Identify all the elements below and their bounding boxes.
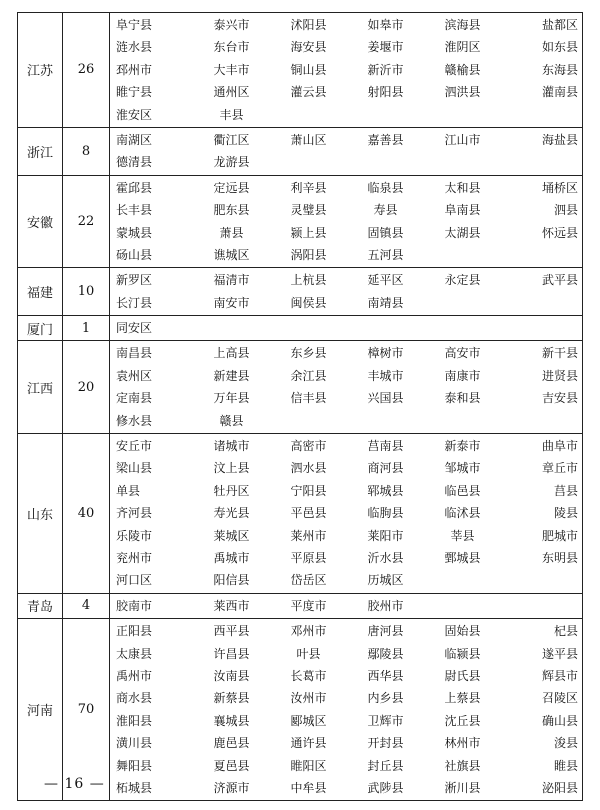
county-name: 太湖县 xyxy=(444,225,481,240)
county-name: 新罗区 xyxy=(116,273,153,288)
province-name: 福建 xyxy=(18,268,63,316)
county-name: 衢江区 xyxy=(213,132,250,147)
county-name: 闽侯县 xyxy=(290,295,327,310)
county-list xyxy=(110,593,583,618)
county-name: 龙游县 xyxy=(213,155,250,170)
county-name: 河口区 xyxy=(116,573,153,588)
county-name: 上高县 xyxy=(213,346,250,361)
county-grid xyxy=(110,619,582,800)
province-name: 厦门 xyxy=(18,316,63,341)
county-name: 西平县 xyxy=(213,624,250,639)
county-name: 永定县 xyxy=(444,273,481,288)
county-grid xyxy=(110,13,582,127)
county-list xyxy=(110,127,583,175)
county-name: 鄄城县 xyxy=(444,550,481,565)
county-name: 同安区 xyxy=(116,321,153,336)
county-name: 夏邑县 xyxy=(213,758,250,773)
county-name: 莱城区 xyxy=(213,528,250,543)
county-name: 长汀县 xyxy=(116,295,153,310)
county-name: 邹城市 xyxy=(444,461,481,476)
county-name: 莘县 xyxy=(450,528,475,543)
county-name: 怀远县 xyxy=(541,225,578,240)
province-name: 青岛 xyxy=(18,593,63,618)
county-name: 上杭县 xyxy=(290,273,327,288)
county-list xyxy=(110,434,583,594)
county-name: 定远县 xyxy=(213,180,250,195)
county-name: 睢县 xyxy=(553,758,578,773)
county-name: 西华县 xyxy=(367,668,404,683)
province-name: 江西 xyxy=(18,341,63,434)
county-name: 沈丘县 xyxy=(444,713,481,728)
county-name: 吉安县 xyxy=(541,391,578,406)
county-name: 延平区 xyxy=(367,273,404,288)
county-name: 宁阳县 xyxy=(290,483,327,498)
county-count: 8 xyxy=(63,127,110,175)
county-name: 上蔡县 xyxy=(444,691,481,706)
province-row xyxy=(18,434,583,594)
county-name: 泗县 xyxy=(553,203,578,218)
county-name: 颍上县 xyxy=(290,225,327,240)
county-name: 乐陵市 xyxy=(116,528,153,543)
county-name: 确山县 xyxy=(541,713,578,728)
county-list xyxy=(110,13,583,128)
county-name: 高密市 xyxy=(290,439,327,454)
county-name: 莒南县 xyxy=(367,439,404,454)
county-name: 南靖县 xyxy=(367,295,404,310)
county-name: 柘城县 xyxy=(116,780,153,795)
county-count: 22 xyxy=(63,175,110,268)
province-name: 山东 xyxy=(18,434,63,594)
county-name: 唐河县 xyxy=(367,624,404,639)
county-name: 肥东县 xyxy=(213,203,250,218)
province-name: 安徽 xyxy=(18,175,63,268)
county-name: 谯城区 xyxy=(213,247,250,262)
county-name: 临朐县 xyxy=(367,506,404,521)
county-name: 禹州市 xyxy=(116,668,153,683)
county-name: 丰县 xyxy=(219,107,244,122)
county-name: 南昌县 xyxy=(116,346,153,361)
county-name: 陵县 xyxy=(553,506,578,521)
county-name: 通许县 xyxy=(290,736,327,751)
county-name: 襄城县 xyxy=(213,713,250,728)
county-name: 进贤县 xyxy=(541,368,578,383)
county-name: 高安市 xyxy=(444,346,481,361)
county-name: 安丘市 xyxy=(116,439,153,454)
county-count: 70 xyxy=(63,619,110,801)
county-name: 泗水县 xyxy=(290,461,327,476)
county-name: 鹿邑县 xyxy=(213,736,250,751)
province-name: 河南 xyxy=(18,619,63,801)
county-name: 章丘市 xyxy=(541,461,578,476)
county-name: 肥城市 xyxy=(541,528,578,543)
county-name: 灌南县 xyxy=(541,85,578,100)
county-name: 汶上县 xyxy=(213,461,250,476)
county-grid xyxy=(110,316,582,340)
county-name: 新蔡县 xyxy=(213,691,250,706)
county-name: 泗洪县 xyxy=(444,85,481,100)
county-name: 埇桥区 xyxy=(541,180,578,195)
county-name: 袁州区 xyxy=(116,368,153,383)
county-name: 淮阴区 xyxy=(444,40,481,55)
county-name: 中牟县 xyxy=(290,780,327,795)
county-name: 汝南县 xyxy=(213,668,250,683)
county-name: 南湖区 xyxy=(116,132,153,147)
county-name: 滨海县 xyxy=(444,18,481,32)
county-name: 萧县 xyxy=(219,225,244,240)
county-name: 林州市 xyxy=(444,736,481,751)
county-name: 许昌县 xyxy=(213,646,250,661)
county-count: 40 xyxy=(63,434,110,594)
county-name: 如东县 xyxy=(541,40,578,55)
county-name: 临邑县 xyxy=(444,483,481,498)
county-list xyxy=(110,175,583,268)
county-name: 内乡县 xyxy=(367,691,404,706)
county-name: 正阳县 xyxy=(116,624,153,639)
county-name: 武陟县 xyxy=(367,780,404,795)
county-name: 修水县 xyxy=(116,413,153,428)
county-name: 淮阳县 xyxy=(116,713,153,728)
county-name: 海安县 xyxy=(290,40,327,55)
county-list xyxy=(110,619,583,801)
county-count: 1 xyxy=(63,316,110,341)
county-name: 商水县 xyxy=(116,691,153,706)
county-name: 单县 xyxy=(116,483,141,498)
county-name: 太和县 xyxy=(444,180,481,195)
county-name: 召陵区 xyxy=(541,691,578,706)
county-name: 禹城市 xyxy=(213,550,250,565)
county-name: 遂平县 xyxy=(541,646,578,661)
county-list xyxy=(110,316,583,341)
county-count: 26 xyxy=(63,13,110,128)
province-row xyxy=(18,341,583,434)
county-name: 东海县 xyxy=(541,62,578,77)
county-name: 霍邱县 xyxy=(116,180,153,195)
province-name: 江苏 xyxy=(18,13,63,128)
county-name: 赣县 xyxy=(219,413,244,428)
county-name: 福清市 xyxy=(213,273,250,288)
table-body xyxy=(18,13,583,801)
county-name: 潢川县 xyxy=(116,736,153,751)
county-name: 兖州市 xyxy=(116,550,153,565)
county-name: 新泰市 xyxy=(444,439,481,454)
county-name: 平度市 xyxy=(290,598,327,613)
county-name: 嘉善县 xyxy=(367,132,404,147)
county-name: 南康市 xyxy=(444,368,481,383)
county-name: 牡丹区 xyxy=(213,483,250,498)
county-name: 萧山区 xyxy=(290,132,327,147)
county-name: 通州区 xyxy=(213,85,250,100)
province-row xyxy=(18,175,583,268)
county-name: 岱岳区 xyxy=(290,573,327,588)
county-name: 寿县 xyxy=(373,203,398,218)
county-name: 睢宁县 xyxy=(116,85,153,100)
county-grid xyxy=(110,176,582,268)
county-name: 睢阳区 xyxy=(290,758,327,773)
county-name: 东明县 xyxy=(541,550,578,565)
county-name: 历城区 xyxy=(367,573,404,588)
county-name: 胶州市 xyxy=(367,598,404,613)
county-name: 辉县市 xyxy=(541,668,578,683)
province-row xyxy=(18,268,583,316)
county-name: 梁山县 xyxy=(116,461,153,476)
county-name: 新建县 xyxy=(213,368,250,383)
county-name: 盐都区 xyxy=(541,18,578,32)
county-name: 淅川县 xyxy=(444,780,481,795)
county-name: 赣榆县 xyxy=(444,62,481,77)
county-name: 如皋市 xyxy=(367,18,404,32)
county-name: 武平县 xyxy=(541,273,578,288)
county-count: 20 xyxy=(63,341,110,434)
county-name: 大丰市 xyxy=(213,62,250,77)
county-name: 临颍县 xyxy=(444,646,481,661)
county-name: 曲阜市 xyxy=(541,439,578,454)
province-row xyxy=(18,593,583,618)
county-name: 射阳县 xyxy=(367,85,404,100)
county-name: 铜山县 xyxy=(290,62,327,77)
county-name: 丰城市 xyxy=(367,368,404,383)
county-name: 临沭县 xyxy=(444,506,481,521)
county-count: 4 xyxy=(63,593,110,618)
county-name: 泰和县 xyxy=(444,391,481,406)
county-name: 樟树市 xyxy=(367,346,404,361)
county-name: 海盐县 xyxy=(541,132,578,147)
county-name: 开封县 xyxy=(367,736,404,751)
county-name: 舞阳县 xyxy=(116,758,153,773)
county-name: 齐河县 xyxy=(116,506,153,521)
county-name: 信丰县 xyxy=(290,391,327,406)
county-name: 定南县 xyxy=(116,391,153,406)
county-name: 济源市 xyxy=(213,780,250,795)
county-name: 固始县 xyxy=(444,624,481,639)
county-grid xyxy=(110,268,582,315)
county-name: 南安市 xyxy=(213,295,250,310)
county-name: 平邑县 xyxy=(290,506,327,521)
county-name: 太康县 xyxy=(116,646,153,661)
county-name: 卫辉市 xyxy=(367,713,404,728)
county-list xyxy=(110,268,583,316)
province-row xyxy=(18,316,583,341)
county-name: 莱阳市 xyxy=(367,528,404,543)
county-name: 邓州市 xyxy=(290,624,327,639)
county-name: 莒县 xyxy=(553,483,578,498)
county-name: 寿光县 xyxy=(213,506,250,521)
page-number: — 16 — xyxy=(44,776,105,792)
county-name: 浚县 xyxy=(553,736,578,751)
county-name: 涟水县 xyxy=(116,40,153,55)
county-name: 沭阳县 xyxy=(290,18,327,32)
county-grid xyxy=(110,434,582,593)
county-name: 郓城县 xyxy=(367,483,404,498)
county-name: 兴国县 xyxy=(367,391,404,406)
county-name: 淮安区 xyxy=(116,107,153,122)
county-name: 封丘县 xyxy=(367,758,404,773)
county-name: 长丰县 xyxy=(116,203,153,218)
province-row xyxy=(18,13,583,128)
county-name: 沂水县 xyxy=(367,550,404,565)
county-name: 尉氏县 xyxy=(444,668,481,683)
county-name: 德清县 xyxy=(116,155,153,170)
county-name: 平原县 xyxy=(290,550,327,565)
county-name: 姜堰市 xyxy=(367,40,404,55)
county-name: 灌云县 xyxy=(290,85,327,100)
county-count: 10 xyxy=(63,268,110,316)
county-name: 涡阳县 xyxy=(290,247,327,262)
county-grid xyxy=(110,128,582,175)
county-name: 利辛县 xyxy=(290,180,327,195)
county-name: 新沂市 xyxy=(367,62,404,77)
county-list xyxy=(110,341,583,434)
county-name: 莱西市 xyxy=(213,598,250,613)
county-name: 汝州市 xyxy=(290,691,327,706)
county-name: 蒙城县 xyxy=(116,225,153,240)
county-name: 临泉县 xyxy=(367,180,404,195)
county-name: 郾城区 xyxy=(290,713,327,728)
county-name: 长葛市 xyxy=(290,668,327,683)
county-name: 杞县 xyxy=(553,624,578,639)
province-row xyxy=(18,127,583,175)
county-name: 余江县 xyxy=(290,368,327,383)
county-name: 万年县 xyxy=(213,391,250,406)
county-name: 固镇县 xyxy=(367,225,404,240)
county-name: 泌阳县 xyxy=(541,780,578,795)
county-name: 五河县 xyxy=(367,247,404,262)
county-name: 灵璧县 xyxy=(290,203,327,218)
province-name: 浙江 xyxy=(18,127,63,175)
county-list-table xyxy=(17,12,583,801)
province-row xyxy=(18,619,583,801)
county-name: 东乡县 xyxy=(290,346,327,361)
county-name: 邳州市 xyxy=(116,62,153,77)
county-name: 阜南县 xyxy=(444,203,481,218)
county-name: 诸城市 xyxy=(213,439,250,454)
county-grid xyxy=(110,341,582,433)
county-grid xyxy=(110,594,582,618)
county-name: 泰兴市 xyxy=(213,18,250,32)
county-name: 商河县 xyxy=(367,461,404,476)
county-name: 莱州市 xyxy=(290,528,327,543)
county-name: 阜宁县 xyxy=(116,18,153,32)
county-name: 砀山县 xyxy=(116,247,153,262)
county-name: 社旗县 xyxy=(444,758,481,773)
county-name: 叶县 xyxy=(296,646,321,661)
county-name: 东台市 xyxy=(213,40,250,55)
county-name: 阳信县 xyxy=(213,573,250,588)
county-name: 鄢陵县 xyxy=(367,646,404,661)
county-name: 胶南市 xyxy=(116,598,153,613)
county-name: 新干县 xyxy=(541,346,578,361)
county-name: 江山市 xyxy=(444,132,481,147)
